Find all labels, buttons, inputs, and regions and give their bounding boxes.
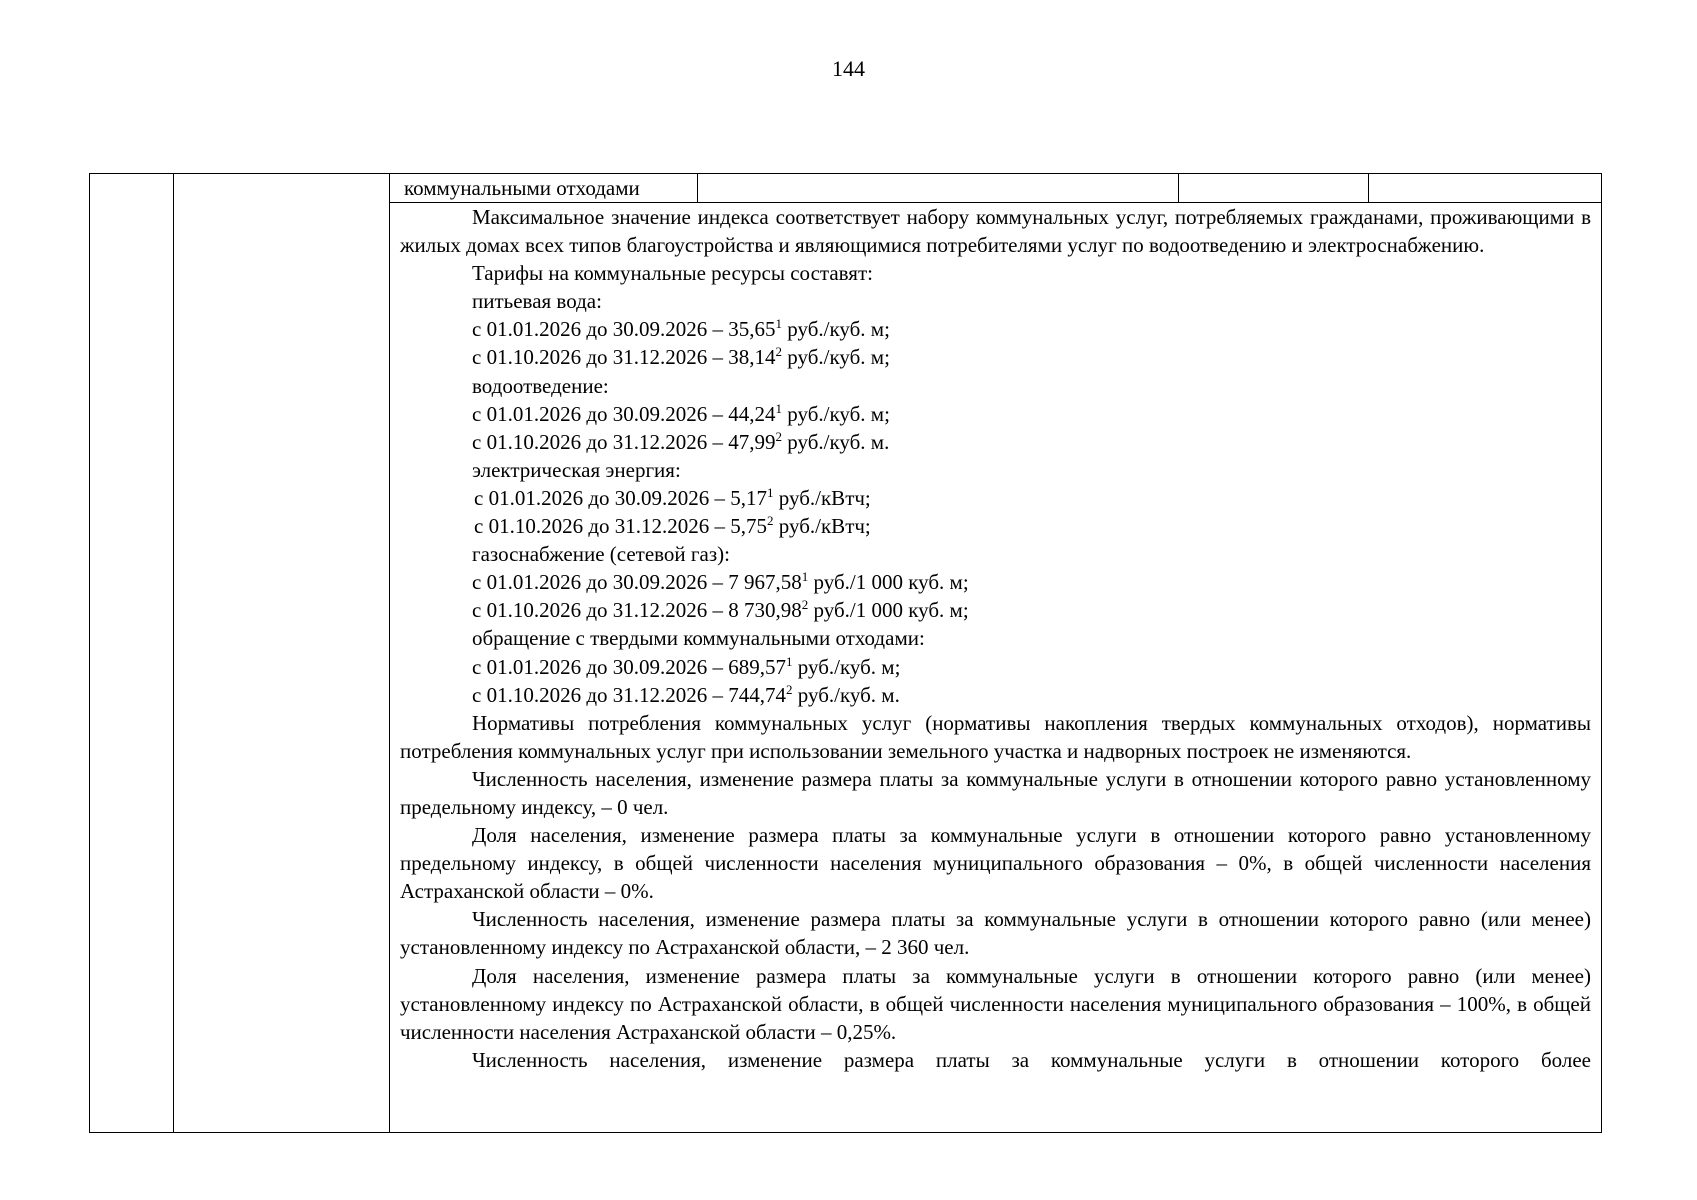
footnote-mark: 2 (801, 597, 809, 613)
column-border-1 (89, 173, 90, 1133)
tariff-name: питьевая вода: (472, 289, 602, 314)
tariff-row: с 01.01.2026 до 30.09.2026 – 7 967,58$^1$ руб./1 000 куб. м; (472, 569, 969, 595)
paragraph-share-le-regional: Доля населения, изменение размера платы за коммунальные услуги в отношении которого равно (или менее) установленному индексу по Астраханской области, в общей численности населения муниципального образования – 100%, в общей численности населения Астраханской области – 0,25%. (400, 963, 1591, 1044)
content-cell (400, 203, 1591, 1074)
column-border-7 (1601, 173, 1602, 1133)
column-border-3 (389, 173, 390, 1133)
column-border-6 (1368, 173, 1369, 203)
tariff-row: с 01.01.2026 до 30.09.2026 – 35,65$^1$ руб./куб. м; (472, 316, 890, 342)
tariff-row: с 01.10.2026 до 31.12.2026 – 47,99$^2$ руб./куб. м. (472, 428, 890, 454)
footnote-mark: 1 (775, 400, 783, 416)
tariffs-intro: Тарифы на коммунальные ресурсы составят: (472, 261, 873, 286)
paragraph-share-equal-limit: Доля населения, изменение размера платы за коммунальные услуги в отношении которого равно установленному предельному индексу, в общей численности населения муниципального образования – 0%, в общей численности населения Астраханской области – 0%. (400, 823, 1591, 904)
tariff-row: с 01.01.2026 до 30.09.2026 – 44,24$^1$ руб./куб. м; (472, 400, 890, 426)
table-top-border (89, 173, 1602, 174)
column-border-5 (1178, 173, 1179, 203)
tariff-row: с 01.10.2026 до 31.12.2026 – 38,14$^2$ руб./куб. м; (472, 344, 890, 370)
tariff-group-electricity (400, 456, 1591, 540)
tariff-name: обращение с твердыми коммунальными отходами: (472, 626, 925, 651)
tariff-name: электрическая энергия: (472, 457, 681, 482)
paragraph-pop-equal-limit: Численность населения, изменение размера платы за коммунальные услуги в отношении которого равно установленному предельному индексу, – 0 чел. (400, 766, 1591, 819)
tariff-group-gas (400, 540, 1591, 624)
paragraph-pop-above: Численность населения, изменение размера платы за коммунальные услуги в отношении которого более (472, 1047, 1591, 1072)
tariff-group-wastewater (400, 372, 1591, 456)
paragraph-norms: Нормативы потребления коммунальных услуг (нормативы накопления твердых коммунальных отходов), нормативы потребления коммунальных услуг при использовании земельного участка и надворных построек не изменяются. (400, 710, 1591, 763)
footnote-mark: 1 (767, 484, 774, 500)
column-border-2 (173, 173, 174, 1133)
column-border-4 (697, 173, 698, 203)
tariff-group-water (400, 287, 1591, 371)
table-bottom-border (89, 1132, 1602, 1133)
tariff-name: водоотведение: (472, 373, 609, 398)
footnote-mark: 2 (786, 681, 793, 697)
footnote-mark: 2 (775, 344, 783, 360)
footnote-mark: 2 (767, 513, 774, 529)
page-number: 144 (832, 56, 865, 81)
top-cell-text: коммунальными отходами (404, 176, 640, 200)
tariff-row: с 01.01.2026 до 30.09.2026 – 5,17$^1$ руб./кВтч; (474, 484, 871, 510)
tariff-row: с 01.10.2026 до 31.12.2026 – 5,75$^2$ руб./кВтч; (474, 513, 871, 539)
footnote-mark: 1 (775, 316, 783, 332)
tariff-row: с 01.10.2026 до 31.12.2026 – 8 730,98$^2$ руб./1 000 куб. м; (472, 597, 969, 623)
paragraph-pop-le-regional: Численность населения, изменение размера платы за коммунальные услуги в отношении которого равно (или менее) установленному индексу по Астраханской области, – 2 360 чел. (400, 907, 1591, 960)
tariff-row: с 01.10.2026 до 31.12.2026 – 744,74$^2$ руб./куб. м. (472, 681, 900, 707)
footnote-mark: 1 (801, 569, 809, 585)
paragraph-max-index: Максимальное значение индекса соответствует набору коммунальных услуг, потребляемых гражданами, проживающими в жилых домах всех типов благоустройства и являющимися потребителями услуг по водоотведению и электроснабжению. (400, 205, 1591, 258)
tariff-name: газоснабжение (сетевой газ): (472, 542, 730, 567)
footnote-mark: 1 (786, 653, 793, 669)
tariff-group-solid-waste (400, 624, 1591, 708)
footnote-mark: 2 (775, 428, 783, 444)
tariff-row: с 01.01.2026 до 30.09.2026 – 689,57$^1$ руб./куб. м; (472, 653, 901, 679)
